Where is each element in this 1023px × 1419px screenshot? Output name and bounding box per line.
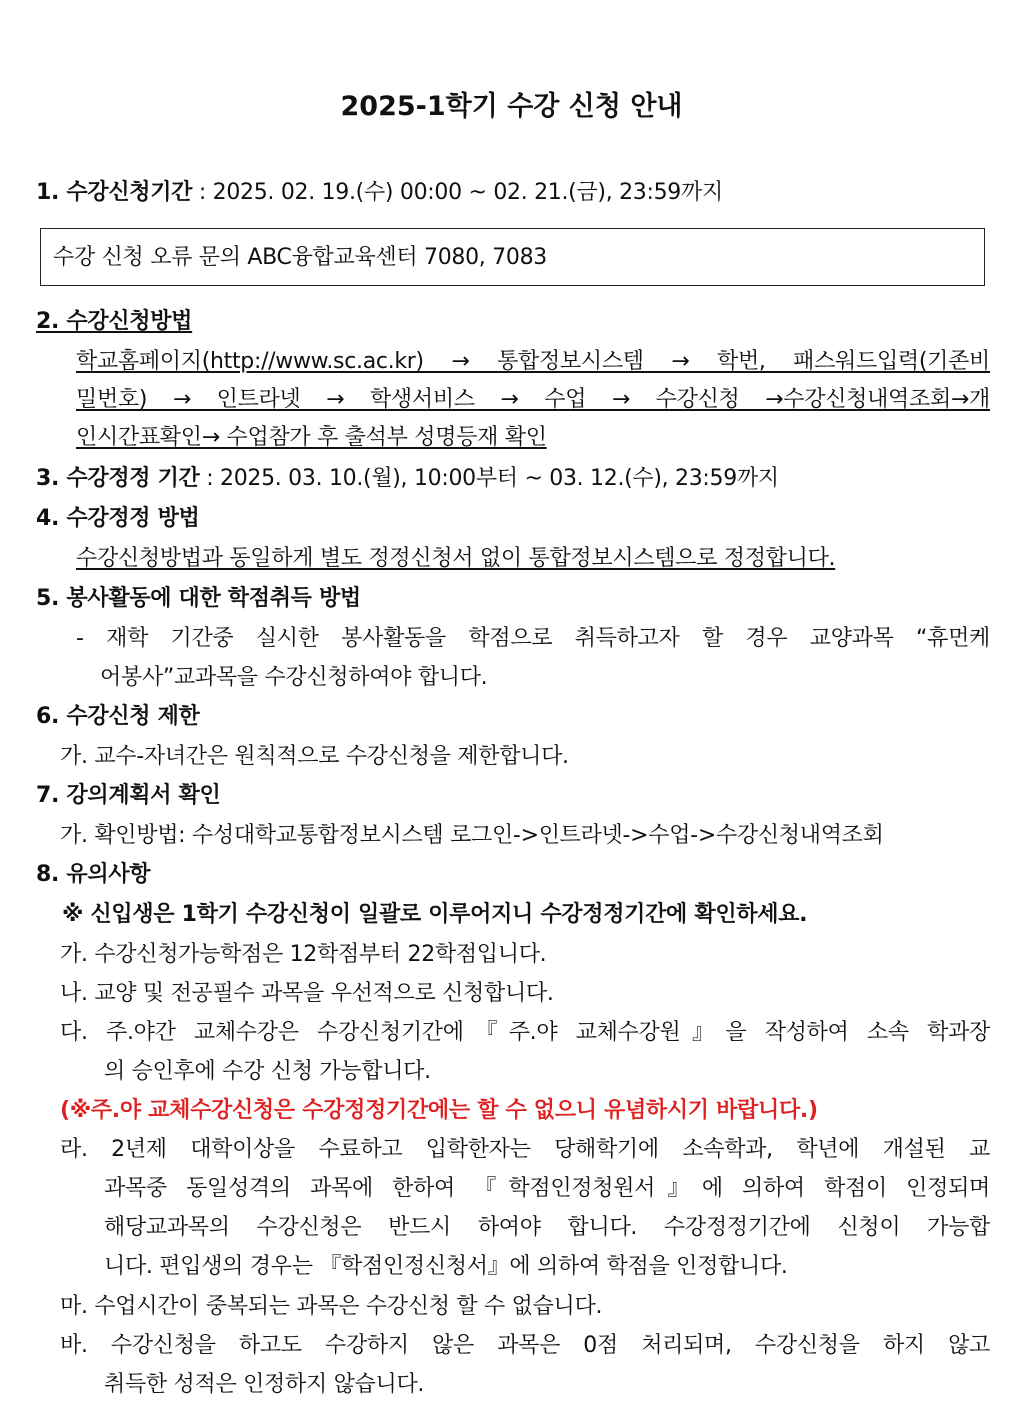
caution-item-ra-line-4: 니다. 편입생의 경우는 『학점인정신청서』에 의하여 학점을 인정합니다. bbox=[104, 1254, 788, 1279]
warning-notice: (※주.야 교체수강신청은 수강정정기간에는 할 수 없으니 유념하시기 바랍니다.) bbox=[60, 1098, 818, 1123]
section-7-item: 가. 확인방법: 수성대학교통합정보시스템 로그인->인트라넷->수업->수강신청내역조회 bbox=[60, 823, 884, 848]
section-1-heading: 1. 수강신청기간 bbox=[36, 180, 193, 205]
caution-item-ra-line-1: 라. 2년제 대학이상을 수료하고 입학한자는 당해학기에 소속학과, 학년에 개설된 교 bbox=[60, 1137, 990, 1162]
section-4-text: 수강신청방법과 동일하게 별도 정정신청서 없이 통합정보시스템으로 정정합니다. bbox=[76, 546, 836, 571]
section-1-period bbox=[36, 176, 723, 210]
caution-item-da-line-2: 의 승인후에 수강 신청 가능합니다. bbox=[104, 1059, 431, 1084]
section-1-text: : 2025. 02. 19.(수) 00:00 ~ 02. 21.(금), 23:59까지 bbox=[192, 180, 723, 205]
document-title: 2025-1학기 수강 신청 안내 bbox=[340, 91, 683, 122]
section-5-line-1: - 재학 기간중 실시한 봉사활동을 학점으로 취득하고자 할 경우 교양과목 “휴먼케 bbox=[76, 626, 990, 651]
section-5-line-2: 어봉사”교과목을 수강신청하여야 합니다. bbox=[100, 665, 488, 690]
section-3-period bbox=[36, 462, 779, 496]
caution-item-na: 나. 교양 및 전공필수 과목을 우선적으로 신청합니다. bbox=[60, 981, 554, 1006]
section-2-line-1: 학교홈페이지(http://www.sc.ac.kr) → 통합정보시스템 → 학번, 패스워드입력(기존비 bbox=[76, 349, 990, 374]
inquiry-notice-text: 수강 신청 오류 문의 ABC융합교육센터 7080, 7083 bbox=[53, 245, 547, 270]
caution-item-ba-line-1: 바. 수강신청을 하고도 수강하지 않은 과목은 0점 처리되며, 수강신청을 하지 않고 bbox=[60, 1333, 990, 1358]
section-6-heading: 6. 수강신청 제한 bbox=[36, 704, 200, 729]
caution-item-ba-line-2: 취득한 성적은 인정하지 않습니다. bbox=[104, 1372, 425, 1397]
section-2-line-3: 인시간표확인→ 수업참가 후 출석부 성명등재 확인 bbox=[76, 425, 547, 450]
caution-item-ma: 마. 수업시간이 중복되는 과목은 수강신청 할 수 없습니다. bbox=[60, 1294, 603, 1319]
section-7-heading: 7. 강의계획서 확인 bbox=[36, 783, 221, 808]
caution-item-ga: 가. 수강신청가능학점은 12학점부터 22학점입니다. bbox=[60, 942, 547, 967]
section-3-heading: 3. 수강정정 기간 bbox=[36, 466, 200, 491]
caution-item-ra-line-2: 과목중 동일성격의 과목에 한하여 『학점인정청원서』에 의하여 학점이 인정되며 bbox=[104, 1176, 990, 1201]
section-2-heading: 2. 수강신청방법 bbox=[36, 309, 193, 334]
section-4-heading: 4. 수강정정 방법 bbox=[36, 506, 200, 531]
section-6-item: 가. 교수-자녀간은 원칙적으로 수강신청을 제한합니다. bbox=[60, 744, 569, 769]
section-2-line-2: 밀번호) → 인트라넷 → 학생서비스 → 수업 → 수강신청 →수강신청내역조회→개 bbox=[76, 387, 990, 412]
caution-item-da-line-1: 다. 주.야간 교체수강은 수강신청기간에『주.야 교체수강원』을 작성하여 소속 학과장 bbox=[60, 1020, 990, 1045]
freshman-note: ※ 신입생은 1학기 수강신청이 일괄로 이루어지니 수강정정기간에 확인하세요. bbox=[62, 902, 808, 927]
inquiry-notice-box bbox=[40, 228, 985, 286]
caution-item-ra-line-3: 해당교과목의 수강신청은 반드시 하여야 합니다. 수강정정기간에 신청이 가능합 bbox=[104, 1215, 990, 1240]
section-3-text: : 2025. 03. 10.(월), 10:00부터 ~ 03. 12.(수), 23:59까지 bbox=[199, 466, 779, 491]
section-8-heading: 8. 유의사항 bbox=[36, 862, 151, 887]
section-5-heading: 5. 봉사활동에 대한 학점취득 방법 bbox=[36, 586, 361, 611]
